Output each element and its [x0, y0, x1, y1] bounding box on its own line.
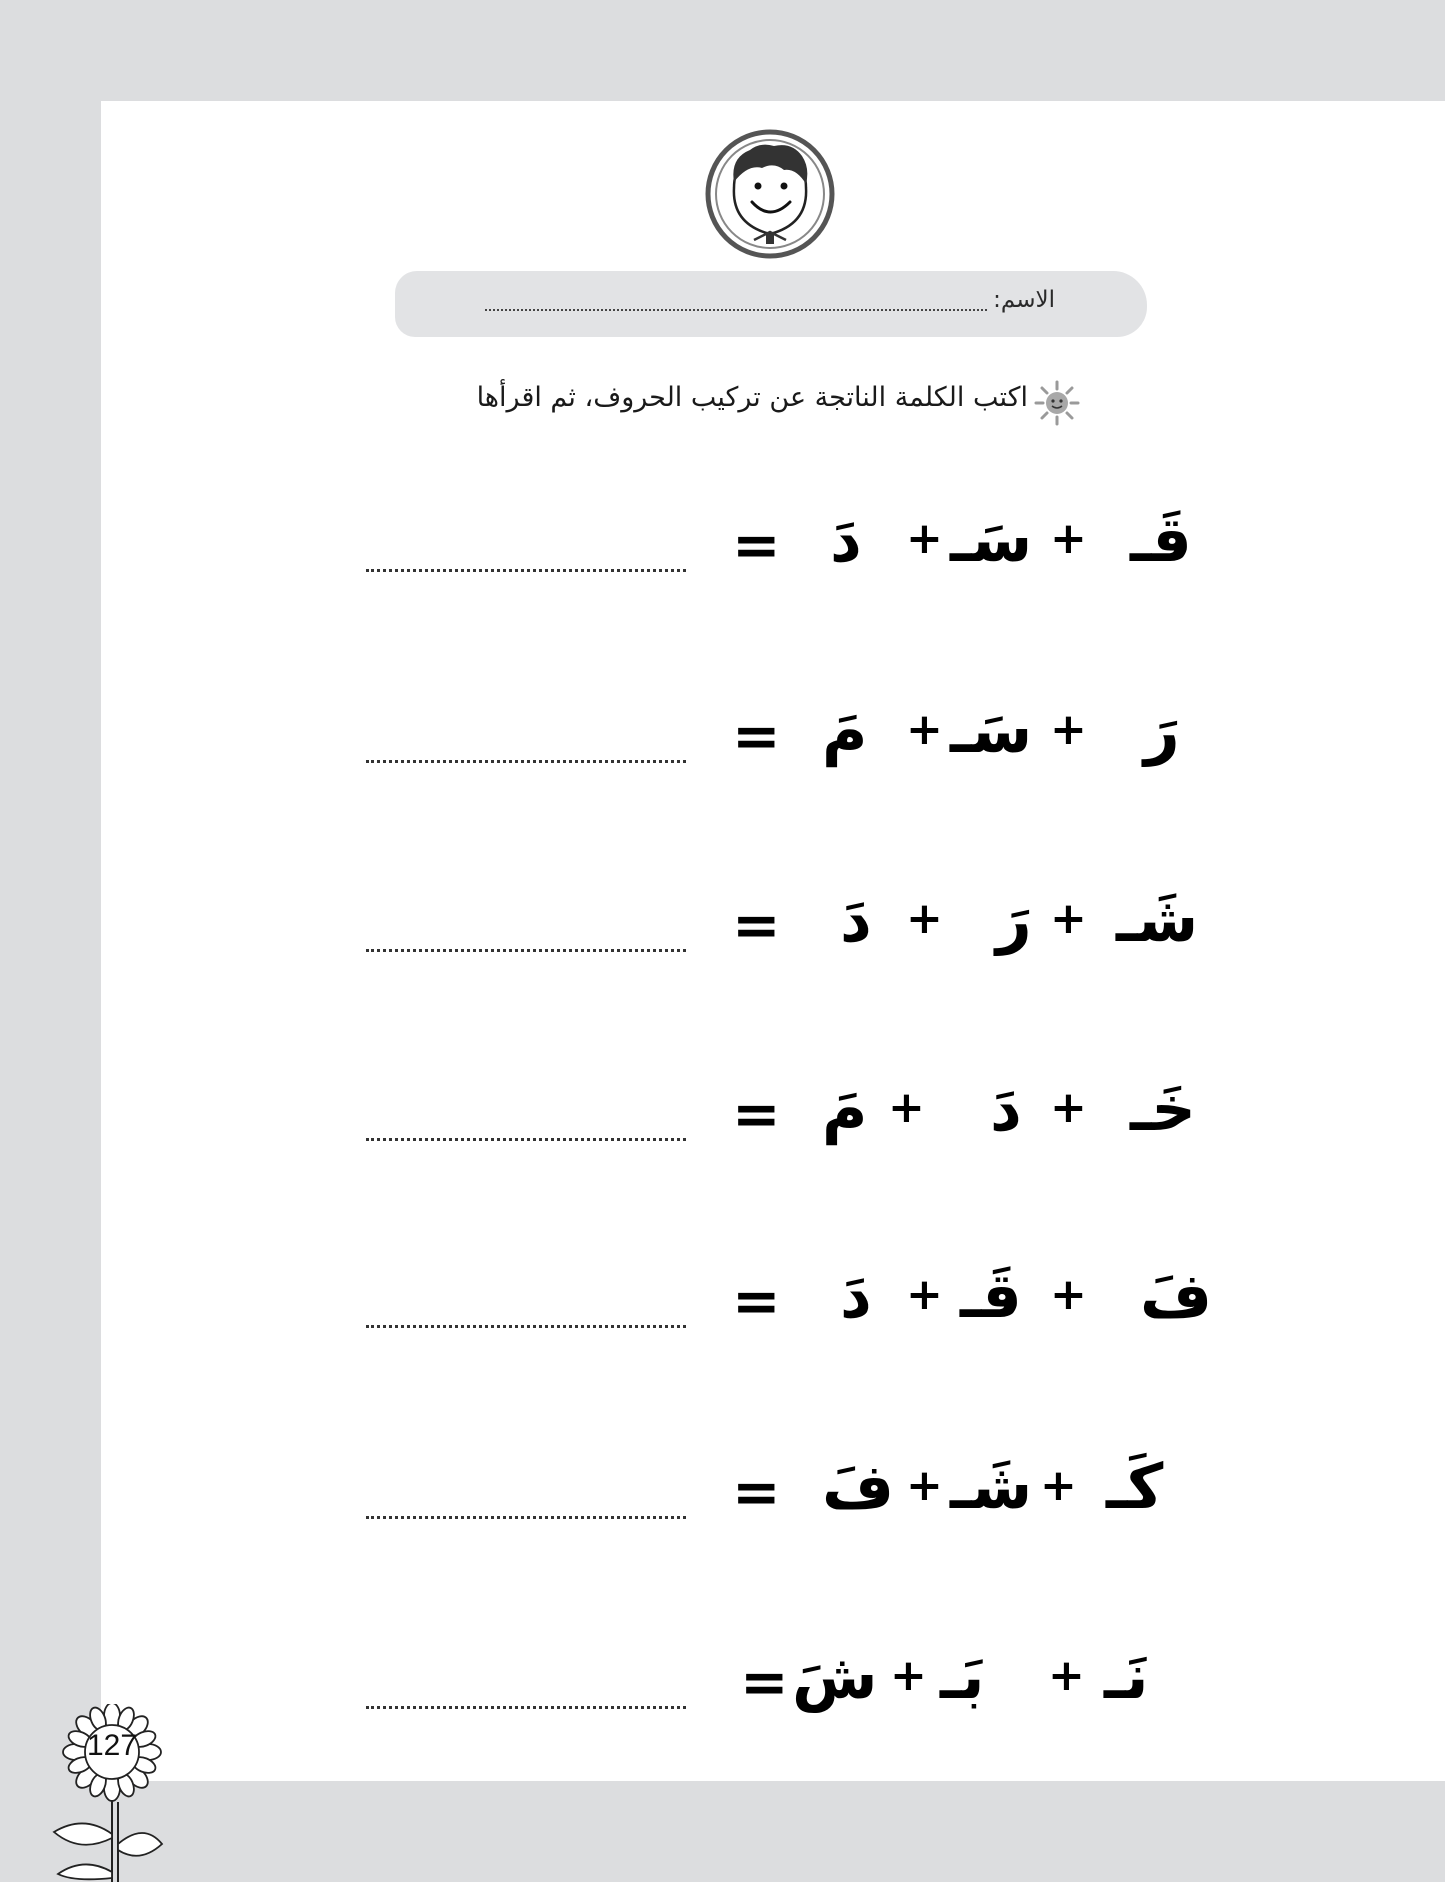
- letter-3: فَ: [822, 1450, 895, 1523]
- answer-line[interactable]: [366, 569, 686, 572]
- plus-sign: +: [906, 1269, 943, 1320]
- equals-sign: =: [740, 1648, 789, 1716]
- letter-3: شَ: [792, 1640, 878, 1713]
- plus-sign: +: [1050, 893, 1087, 944]
- instruction-text: اكتب الكلمة الناتجة عن تركيب الحروف، ثم اقرأها: [476, 382, 1028, 413]
- exercise-row: [360, 503, 1200, 623]
- exercise-row: [360, 1450, 1200, 1570]
- page-number: 127: [86, 1729, 138, 1762]
- letter-2: رَ: [996, 883, 1032, 956]
- letter-1: رَ: [1144, 694, 1180, 767]
- answer-line[interactable]: [366, 760, 686, 763]
- letter-2: شَـ: [950, 1450, 1033, 1523]
- plus-sign: +: [906, 704, 943, 755]
- answer-line[interactable]: [366, 1516, 686, 1519]
- plus-sign: +: [906, 893, 943, 944]
- plus-sign: +: [1048, 1650, 1085, 1701]
- answer-line[interactable]: [366, 1325, 686, 1328]
- plus-sign: +: [1040, 1460, 1077, 1511]
- letter-3: دَ: [830, 503, 862, 576]
- letter-1: كَـ: [1106, 1450, 1164, 1523]
- exercise-row: [360, 1640, 1200, 1760]
- letter-3: دَ: [840, 883, 872, 956]
- letter-1: شَـ: [1116, 883, 1199, 956]
- plus-sign: +: [888, 1082, 925, 1133]
- plus-sign: +: [1050, 704, 1087, 755]
- plus-sign: +: [906, 1460, 943, 1511]
- plus-sign: +: [1050, 513, 1087, 564]
- letter-3: مَ: [822, 1072, 868, 1145]
- letter-1: قَـ: [1130, 503, 1192, 576]
- answer-line[interactable]: [366, 1138, 686, 1141]
- name-label: الاسم:: [993, 287, 1055, 313]
- exercise-row: [360, 1072, 1200, 1192]
- letter-1: خَـ: [1130, 1072, 1196, 1145]
- letter-3: مَ: [822, 694, 868, 767]
- sun-icon: [1034, 380, 1080, 426]
- exercise-row: [360, 883, 1200, 1003]
- plus-sign: +: [1050, 1082, 1087, 1133]
- letter-2: سَـ: [950, 694, 1033, 767]
- plus-sign: +: [906, 513, 943, 564]
- name-write-line[interactable]: [485, 309, 987, 311]
- boy-avatar-icon: [704, 128, 836, 260]
- letter-2: سَـ: [950, 503, 1033, 576]
- name-field[interactable]: [395, 271, 1147, 337]
- equals-sign: =: [732, 1267, 781, 1335]
- plus-sign: +: [1050, 1269, 1087, 1320]
- instruction: [450, 378, 1090, 428]
- letter-3: دَ: [840, 1259, 872, 1332]
- exercise-row: [360, 1259, 1213, 1379]
- letter-2: دَ: [990, 1072, 1022, 1145]
- equals-sign: =: [732, 891, 781, 959]
- plus-sign: +: [890, 1650, 927, 1701]
- exercise-row: [360, 694, 1200, 814]
- equals-sign: =: [732, 1080, 781, 1148]
- answer-line[interactable]: [366, 949, 686, 952]
- equals-sign: =: [732, 1458, 781, 1526]
- letter-1: فَ: [1140, 1259, 1213, 1332]
- letter-2: قَـ: [960, 1259, 1022, 1332]
- equals-sign: =: [732, 511, 781, 579]
- letter-1: نَـ: [1104, 1640, 1149, 1713]
- answer-line[interactable]: [366, 1706, 686, 1709]
- letter-2: بَـ: [940, 1640, 985, 1713]
- equals-sign: =: [732, 702, 781, 770]
